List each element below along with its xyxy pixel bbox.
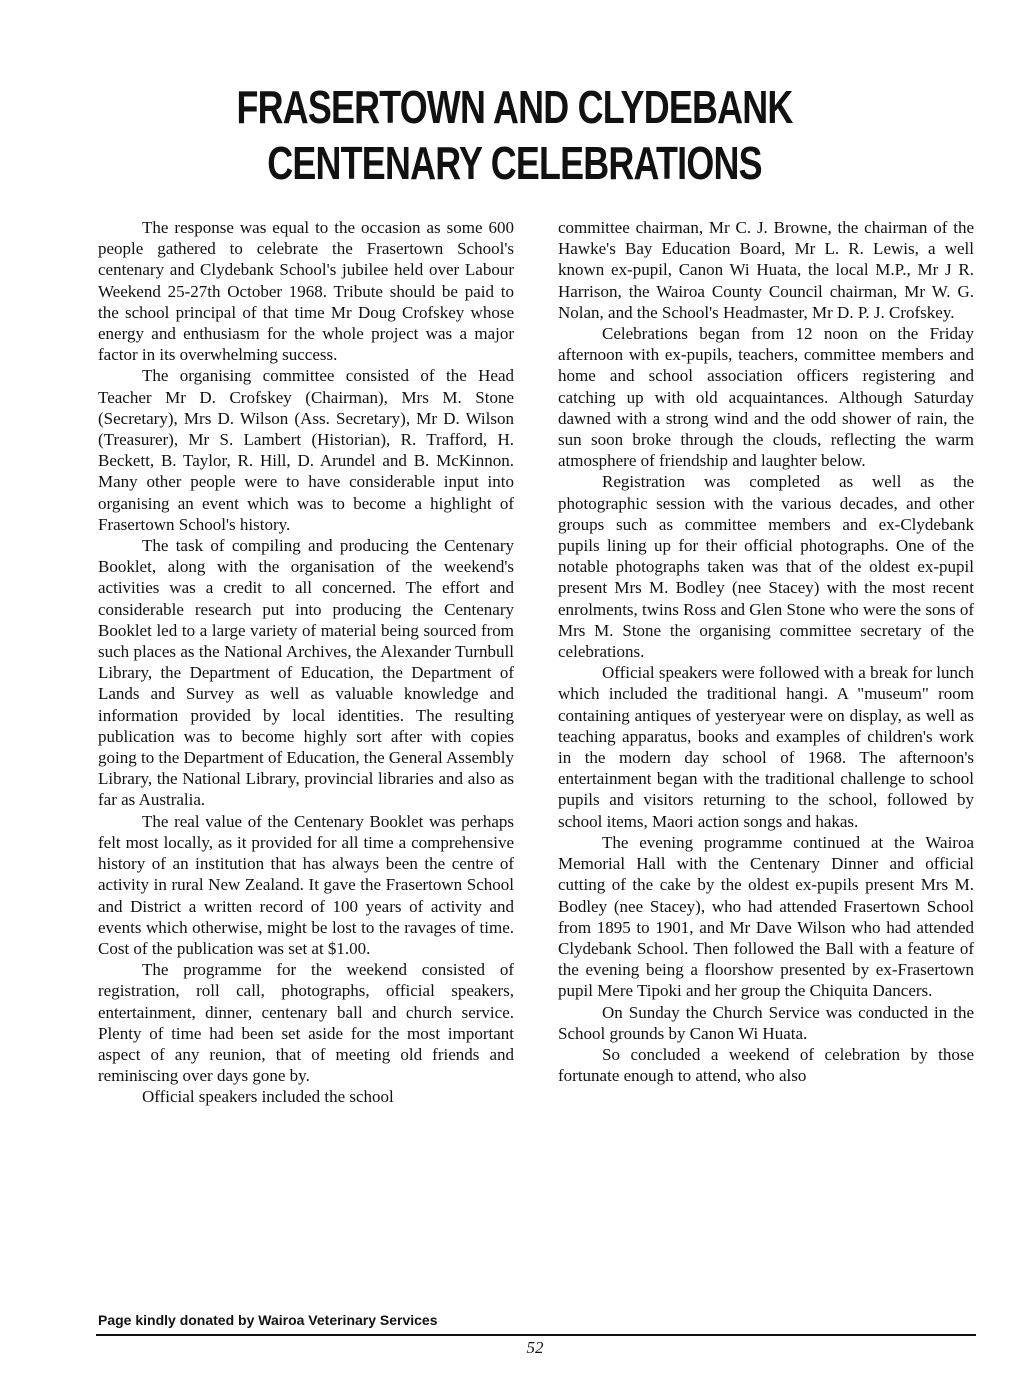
paragraph: The response was equal to the occasion as some 600 people gathered to celebrate the Frasertown School's centenary and Clydebank School's jubilee held over Labour Weekend 25-27th October 1968. Tribute should be paid to the school principal of that time Mr Doug Crofskey whose energy and enthusiasm for the whole project was a major factor in its overwhelming success. xyxy=(98,218,514,365)
footer-divider xyxy=(96,1334,976,1336)
paragraph: So concluded a weekend of celebration by those fortunate enough to attend, who also xyxy=(558,1044,974,1086)
page-number: 52 xyxy=(526,1338,544,1357)
paragraph: The organising committee consisted of the Head Teacher Mr D. Crofskey (Chairman), Mrs M. Stone (Secretary), Mrs D. Wilson (Ass. Secretary), Mr D. Wilson (Treasurer), Mr S. Lambert (Historian), R. Trafford, H. Beckett, B. Taylor, R. Hill, D. Arundel and B. McKinnon. Many other people were to have considerable input into organising an event which was to become a highlight of Frasertown School's history. xyxy=(98,366,514,534)
paragraph: Registration was completed as well as the photographic session with the various decades, and other groups such as committee members and ex-Clydebank pupils lining up for their official photographs. One of the notable photographs taken was that of the oldest ex-pupil present Mrs M. Bodley (nee Stacey) with the most recent enrolments, twins Ross and Glen Stone who were the sons of Mrs M. Stone the organising committee secretary of the celebrations. xyxy=(558,472,974,662)
paragraph: The task of compiling and producing the Centenary Booklet, along with the organisation of the weekend's activities was a credit to all concerned. The effort and considerable research put into producing the Centenary Booklet led to a large variety of material being sourced from such places as the National Archives, the Alexander Turnbull Library, the Department of Education, the Department of Lands and Survey as well as valuable knowledge and information provided by local identities. The resulting publication was to become highly sort after with copies going to the Department of Education, the General Assembly Library, the National Library, provincial libraries and also as far as Australia. xyxy=(98,536,514,810)
paragraph: The programme for the weekend consisted of registration, roll call, photographs, official speakers, entertainment, dinner, centenary ball and church service. Plenty of time had been set aside for the most important aspect of any reunion, that of meeting old friends and reminiscing over days gone by. xyxy=(98,960,514,1086)
paragraph: Official speakers included the school xyxy=(142,1087,394,1107)
paragraph: On Sunday the Church Service was conducted in the School grounds by Canon Wi Huata. xyxy=(558,1002,974,1043)
article-title-line-2: CENTENARY CELEBRATIONS xyxy=(267,137,762,189)
paragraph: The real value of the Centenary Booklet was perhaps felt most locally, as it provided for all time a comprehensive history of an institution that has always been the centre of activity in rural New Zealand. It gave the Frasertown School and District a written record of 100 years of activity and events which otherwise, might be lost to the ravages of time. Cost of the publication was set at $1.00. xyxy=(98,811,514,958)
right-column xyxy=(558,217,974,1086)
paragraph: Official speakers were followed with a break for lunch which included the traditional hangi. A "museum" room containing antiques of yesteryear were on display, as well as teaching apparatus, books and examples of children's work in the modern day school of 1968. The afternoon's entertainment began with the traditional challenge to school pupils and visitors returning to the school, followed by school items, Maori action songs and hakas. xyxy=(558,663,974,831)
paragraph: Celebrations began from 12 noon on the Friday afternoon with ex-pupils, teachers, committee members and home and school association officers registering and catching up with old acquaintances. Although Saturday dawned with a strong wind and the odd shower of rain, the sun soon broke through the clouds, reflecting the warm atmosphere of friendship and laughter below. xyxy=(558,324,974,471)
left-column xyxy=(98,217,514,1108)
sponsor-credit: Page kindly donated by Wairoa Veterinary Services xyxy=(98,1312,438,1328)
paragraph: The evening programme continued at the Wairoa Memorial Hall with the Centenary Dinner and official cutting of the cake by the oldest ex-pupils present Mrs M. Bodley (nee Stacey), who had attended Frasertown School from 1895 to 1901, and Mr Dave Wilson who had attended Clydebank School. Then followed the Ball with a feature of the evening being a floorshow presented by ex-Frasertown pupil Mere Tipoki and her group the Chiquita Dancers. xyxy=(558,832,974,1001)
article-title-line-1: FRASERTOWN AND CLYDEBANK xyxy=(236,81,793,133)
paragraph: committee chairman, Mr C. J. Browne, the chairman of the Hawke's Bay Education Board, Mr L. R. Lewis, a well known ex-pupil, Canon Wi Huata, the local M.P., Mr J R. Harrison, the Wairoa County Council chairman, Mr W. G. Nolan, and the School's Headmaster, Mr D. P. J. Crofskey. xyxy=(558,218,974,322)
